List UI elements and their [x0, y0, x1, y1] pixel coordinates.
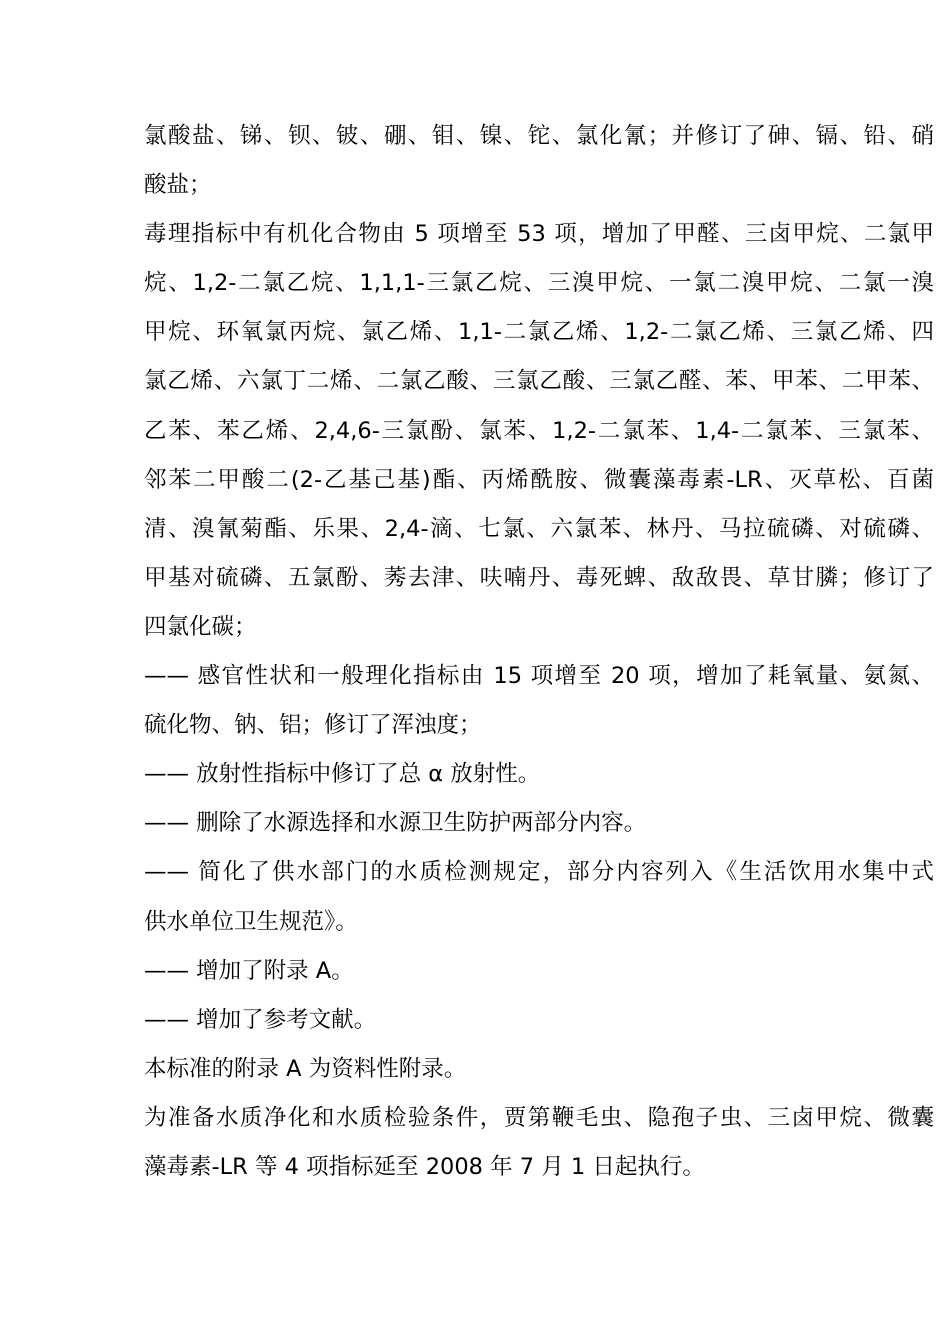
text-line: 酸盐； [144, 172, 212, 199]
text-line: —— 放射性指标中修订了总 α 放射性。 [144, 761, 541, 788]
text-line: 供水单位卫生规范》。 [144, 908, 358, 935]
text-line: 本标准的附录 A 为资料性附录。 [144, 1055, 467, 1082]
text-line: —— 感官性状和一般理化指标由 15 项增至 20 项，增加了耗氧量、氨氮、 [144, 663, 934, 690]
text-line: 硫化物、钠、铝；修订了浑浊度； [144, 712, 482, 739]
text-line: 毒理指标中有机化合物由 5 项增至 53 项，增加了甲醛、三卤甲烷、二氯甲 [144, 221, 934, 248]
text-line: 为准备水质净化和水质检验条件，贾第鞭毛虫、隐孢子虫、三卤甲烷、微囊 [144, 1104, 934, 1131]
text-line: 甲基对硫磷、五氯酚、莠去津、呋喃丹、毒死蜱、敌敌畏、草甘膦；修订了 [144, 564, 934, 591]
text-line: 氯乙烯、六氯丁二烯、二氯乙酸、三氯乙酸、三氯乙醛、苯、甲苯、二甲苯、 [144, 368, 934, 395]
text-line: 邻苯二甲酸二(2-乙基己基)酯、丙烯酰胺、微囊藻毒素-LR、灭草松、百菌 [144, 466, 934, 493]
text-line: 乙苯、苯乙烯、2,4,6-三氯酚、氯苯、1,2-二氯苯、1,4-二氯苯、三氯苯、 [144, 417, 934, 444]
text-line: 甲烷、环氧氯丙烷、氯乙烯、1,1-二氯乙烯、1,2-二氯乙烯、三氯乙烯、四 [144, 319, 934, 346]
text-line: —— 删除了水源选择和水源卫生防护两部分内容。 [144, 810, 647, 837]
text-line: —— 增加了附录 A。 [144, 957, 354, 984]
text-line: 藻毒素-LR 等 4 项指标延至 2008 年 7 月 1 日起执行。 [144, 1153, 705, 1180]
text-line: 清、溴氰菊酯、乐果、2,4-滴、七氯、六氯苯、林丹、马拉硫磷、对硫磷、 [144, 515, 934, 542]
text-line: 氯酸盐、锑、钡、铍、硼、钼、镍、铊、氯化氰；并修订了砷、镉、铅、硝 [144, 123, 934, 149]
text-line: —— 增加了参考文献。 [144, 1006, 377, 1033]
text-line: —— 简化了供水部门的水质检测规定，部分内容列入《生活饮用水集中式 [144, 859, 934, 886]
text-line: 四氯化碳； [144, 613, 257, 640]
body-text [144, 112, 934, 1192]
text-line: 烷、1,2-二氯乙烷、1,1,1-三氯乙烷、三溴甲烷、一氯二溴甲烷、二氯一溴 [144, 270, 934, 297]
